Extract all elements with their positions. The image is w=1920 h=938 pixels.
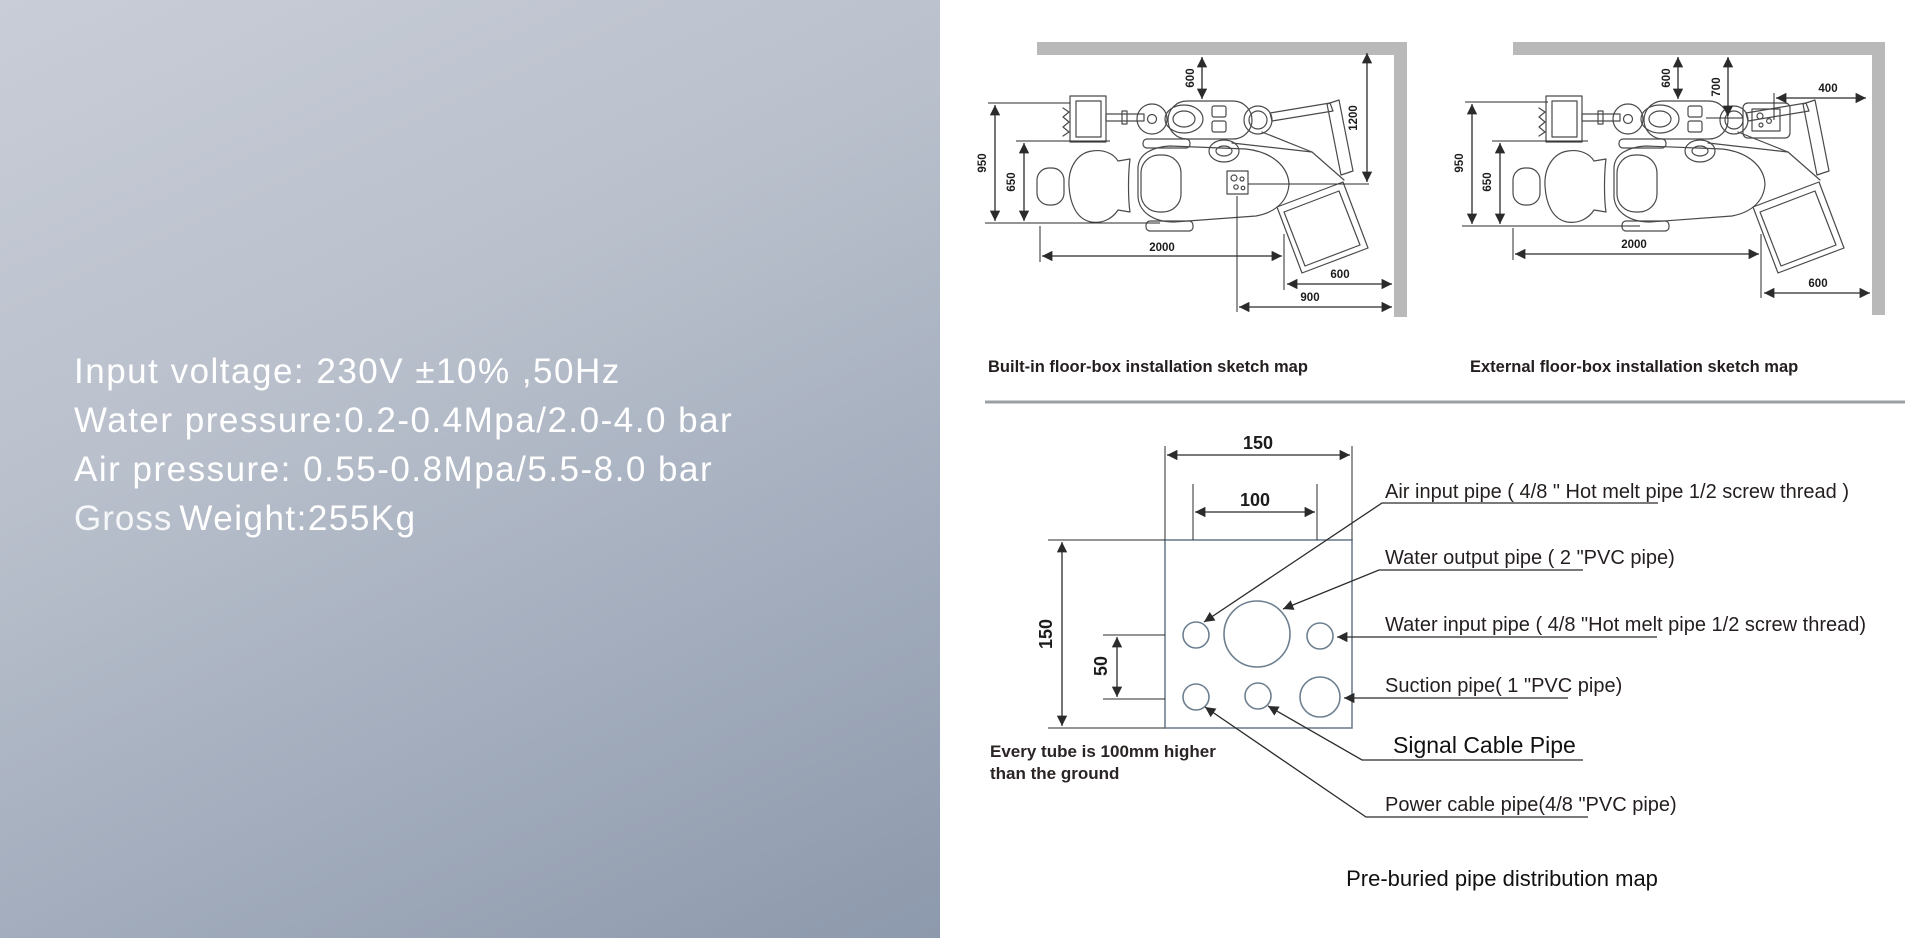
pipe-distribution-map: [990, 433, 1866, 891]
signal-cable-pipe-label: Signal Cable Pipe: [1393, 732, 1576, 758]
dental-chair-external: [1513, 96, 1844, 273]
spec-input-voltage: Input voltage: 230V ±10% ,50Hz: [74, 352, 621, 391]
tube-height-note-line2: than the ground: [990, 764, 1120, 783]
air-input-hole: [1183, 622, 1209, 648]
dim-built-in-left-outer: 950: [977, 153, 989, 173]
external-sketch: [1454, 42, 1885, 376]
dim-pipe-left-inner: 50: [1091, 655, 1111, 677]
dim-built-in-left-inner: 650: [1006, 172, 1018, 192]
external-caption: External floor-box installation sketch map: [1470, 358, 1799, 376]
built-in-caption: Built-in floor-box installation sketch map: [988, 358, 1308, 376]
pipe-box: [1165, 540, 1352, 728]
spec-air-pressure: Air pressure: 0.55-0.8Mpa/5.5-8.0 bar: [74, 450, 714, 489]
spec-water-pressure: Water pressure:0.2-0.4Mpa/2.0-4.0 bar: [74, 401, 734, 440]
dim-built-in-right: 1200: [1348, 105, 1360, 131]
dim-external-top-right: 400: [1818, 83, 1838, 95]
wall-top: [1037, 42, 1407, 55]
wall-right: [1394, 42, 1407, 317]
dim-built-in-bottom-right: 600: [1330, 269, 1350, 281]
signal-cable-hole: [1245, 683, 1271, 709]
dim-pipe-left: 150: [1036, 618, 1056, 650]
air-input-pipe-label: Air input pipe ( 4/8 " Hot melt pipe 1/2 screw thread ): [1385, 481, 1849, 503]
power-cable-hole: [1183, 684, 1209, 710]
built-in-sketch: [977, 42, 1407, 376]
built-in-floor-box: [1227, 171, 1248, 194]
water-input-hole: [1307, 623, 1333, 649]
dim-built-in-top: 600: [1185, 68, 1197, 88]
power-cable-pipe-label: Power cable pipe(4/8 "PVC pipe): [1385, 794, 1677, 816]
built-in-dimensions: [977, 53, 1392, 312]
dim-external-top2: 700: [1711, 77, 1723, 97]
dim-built-in-bottom-wall: 900: [1300, 292, 1320, 304]
wall-top-2: [1513, 42, 1885, 55]
wall-right-2: [1872, 42, 1885, 315]
dim-built-in-bottom: 2000: [1149, 242, 1175, 254]
tube-height-note-line1: Every tube is 100mm higher: [990, 742, 1216, 761]
pipe-map-caption: Pre-buried pipe distribution map: [1346, 866, 1658, 891]
dim-external-top: 600: [1661, 68, 1673, 88]
water-output-hole: [1224, 601, 1290, 667]
suction-pipe-label: Suction pipe( 1 "PVC pipe): [1385, 675, 1623, 697]
dim-external-left-outer: 950: [1454, 153, 1466, 173]
gross-weight-value: Weight:255Kg: [179, 499, 417, 538]
dim-pipe-top-inner: 100: [1239, 490, 1271, 510]
water-input-pipe-label: Water input pipe ( 4/8 "Hot melt pipe 1/2 screw thread): [1385, 614, 1867, 636]
gross-weight-prefix: Gross: [74, 499, 173, 538]
water-output-pipe-label: Water output pipe ( 2 "PVC pipe): [1385, 547, 1675, 569]
dim-pipe-top: 150: [1242, 433, 1274, 453]
dim-external-bottom-right: 600: [1808, 278, 1828, 290]
suction-hole: [1300, 677, 1340, 717]
dim-external-bottom: 2000: [1621, 239, 1647, 251]
dim-external-left-inner: 650: [1482, 172, 1494, 192]
